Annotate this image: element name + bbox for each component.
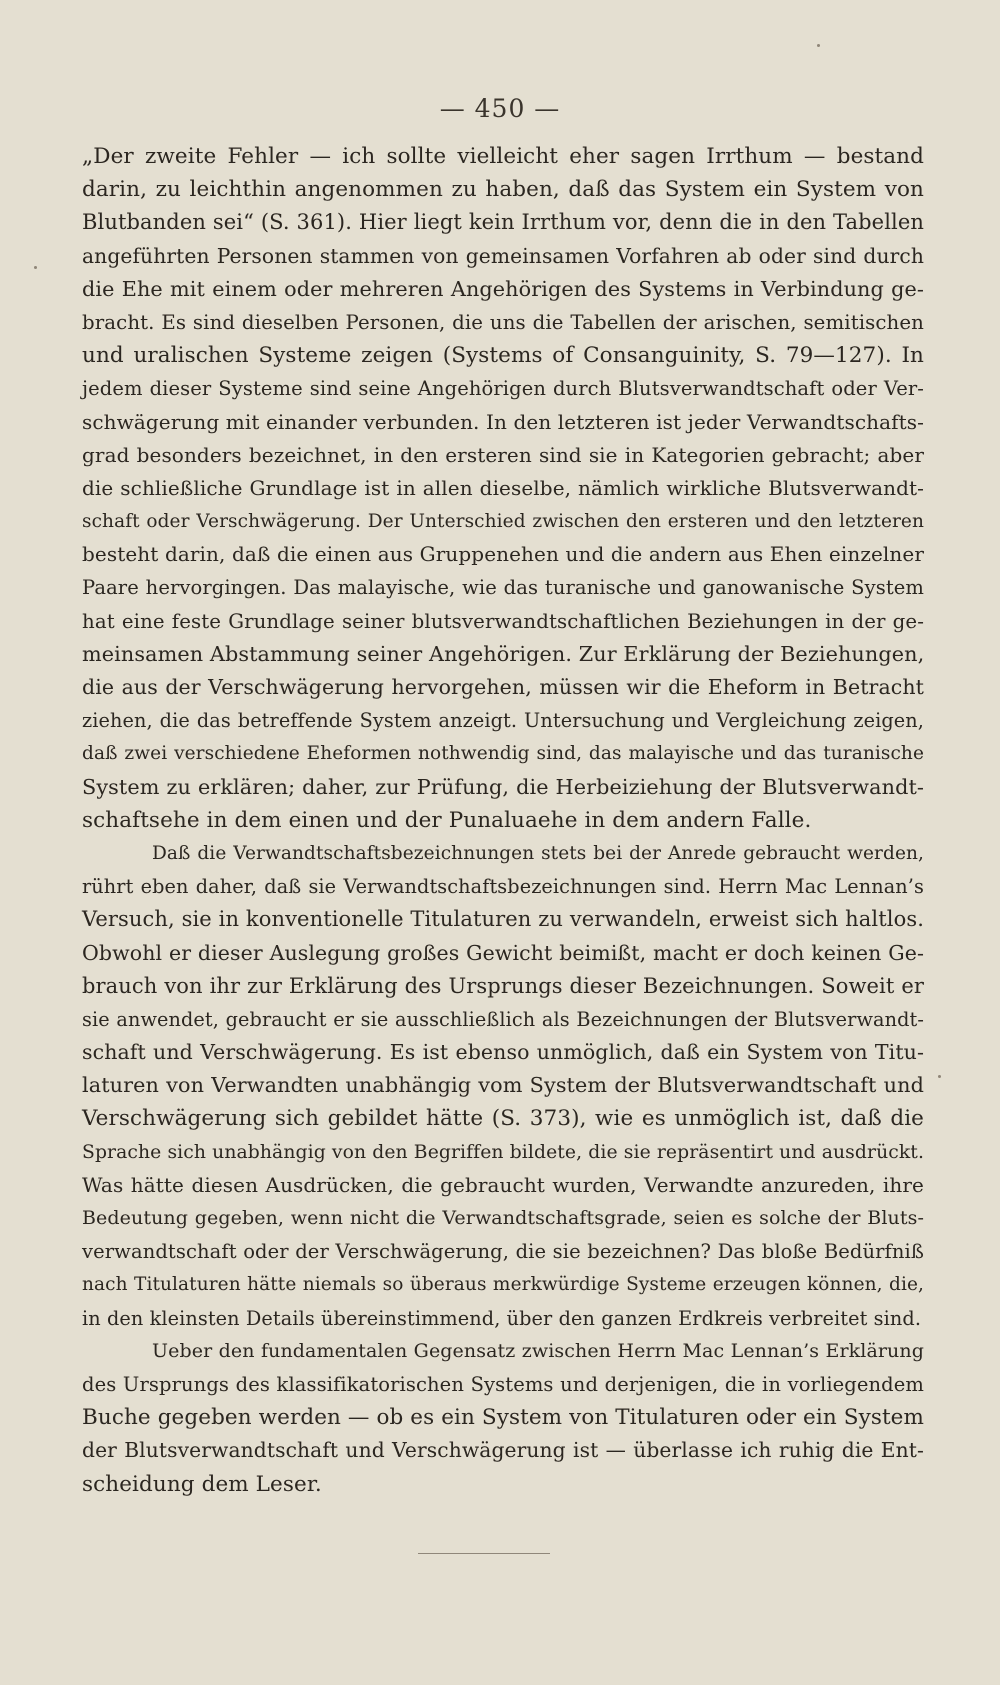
text-line: in den kleinsten Details übereinstimmend, über den ganzen Erdkreis verbreitet sind.	[82, 1306, 922, 1330]
text-line: scheidung dem Leser.	[82, 1471, 322, 1497]
text-line: Daß die Verwandtschaftsbezeichnungen stets bei der Anrede gebraucht werden,	[152, 842, 924, 864]
text-line: des Ursprungs des klassifikatorischen Systems und derjenigen, die in vorliegendem	[82, 1372, 924, 1396]
text-line: laturen von Verwandten unabhängig vom System der Blutsverwandtschaft und	[82, 1073, 924, 1098]
text-line: Versuch, sie in konventionelle Titulaturen zu verwandeln, erweist sich haltlos.	[82, 907, 924, 932]
text-line: nach Titulaturen hätte niemals so überaus merkwürdige Systeme erzeugen können, die,	[82, 1274, 924, 1296]
text-line: verwandtschaft oder der Verschwägerung, die sie bezeichnen? Das bloße Bedürfniß	[82, 1240, 924, 1264]
text-line: die aus der Verschwägerung hervorgehen, müssen wir die Eheform in Betracht	[82, 675, 924, 699]
text-line: „Der zweite Fehler — ich sollte vielleicht eher sagen Irrthum — bestand	[82, 144, 924, 169]
text-line: schwägerung mit einander verbunden. In den letzteren ist jeder Verwandtschafts-	[82, 409, 924, 434]
text-line: Buche gegeben werden — ob es ein System von Titulaturen oder ein System	[82, 1405, 924, 1431]
paper-speck	[938, 1075, 941, 1078]
paragraph	[82, 140, 924, 837]
text-line: System zu erklären; daher, zur Prüfung, die Herbeiziehung der Blutsverwandt-	[82, 774, 924, 799]
text-line: der Blutsverwandtschaft und Verschwägerung ist — überlasse ich ruhig die Ent-	[82, 1438, 924, 1463]
text-line: Obwohl er dieser Auslegung großes Gewicht beimißt, macht er doch keinen Ge-	[82, 940, 924, 965]
text-line: besteht darin, daß die einen aus Gruppenehen und die andern aus Ehen einzelner	[82, 542, 924, 567]
text-line: angeführten Personen stammen von gemeinsamen Vorfahren ab oder sind durch	[82, 243, 924, 268]
text-line: Verschwägerung sich gebildet hätte (S. 373), wie es unmöglich ist, daß die	[82, 1106, 924, 1132]
page-number: — 450 —	[439, 94, 561, 123]
text-line: Blutbanden sei“ (S. 361). Hier liegt kein Irrthum vor, denn die in den Tabellen	[82, 210, 924, 235]
paragraph	[82, 1335, 924, 1501]
text-line: Was hätte diesen Ausdrücken, die gebraucht wurden, Verwandte anzureden, ihre	[82, 1172, 924, 1197]
text-line: grad besonders bezeichnet, in den ersteren sind sie in Kategorien gebracht; aber	[82, 442, 924, 467]
text-line: und uralischen Systeme zeigen (Systems of Consanguinity, S. 79—127). In	[82, 343, 924, 369]
text-line: rührt eben daher, daß sie Verwandtschaftsbezeichnungen sind. Herrn Mac Lennan’s	[82, 875, 924, 899]
text-line: brauch von ihr zur Erklärung des Ursprungs dieser Bezeichnungen. Soweit er	[82, 973, 924, 998]
end-rule	[418, 1553, 550, 1554]
text-line: Paare hervorgingen. Das malayische, wie das turanische und ganowanische System	[82, 576, 924, 600]
text-line: jedem dieser Systeme sind seine Angehörigen durch Blutsverwandtschaft oder Ver-	[82, 377, 924, 401]
text-line: schaftsehe in dem einen und der Punaluaehe in dem andern Falle.	[82, 807, 812, 833]
text-line: die schließliche Grundlage ist in allen dieselbe, nämlich wirkliche Blutsverwandt-	[82, 475, 924, 500]
text-line: daß zwei verschiedene Eheformen nothwendig sind, das malayische und das turanische	[82, 743, 924, 765]
text-line: Ueber den fundamentalen Gegensatz zwischen Herrn Mac Lennan’s Erklärung	[152, 1339, 924, 1362]
text-line: die Ehe mit einem oder mehreren Angehörigen des Systems in Verbindung ge-	[82, 276, 924, 301]
text-line: schaft und Verschwägerung. Es ist ebenso unmöglich, daß ein System von Titu-	[82, 1040, 924, 1065]
text-line: schaft oder Verschwägerung. Der Unterschied zwischen den ersteren und den letzteren	[82, 511, 924, 533]
paper-speck	[817, 44, 820, 47]
text-line: ziehen, die das betreffende System anzeigt. Untersuchung und Vergleichung zeigen,	[82, 709, 924, 733]
text-line: sie anwendet, gebraucht er sie ausschließlich als Bezeichnungen der Blutsverwandt-	[82, 1007, 924, 1031]
body-text	[82, 140, 924, 1501]
paragraph	[82, 837, 924, 1335]
paper-speck	[34, 266, 37, 269]
text-line: Bedeutung gegeben, wenn nicht die Verwandtschaftsgrade, seien es solche der Bluts-	[82, 1207, 924, 1229]
text-line: Sprache sich unabhängig von den Begriffen bildete, die sie repräsentirt und ausdrückt.	[82, 1141, 924, 1163]
text-line: meinsamen Abstammung seiner Angehörigen. Zur Erklärung der Beziehungen,	[82, 641, 925, 666]
text-line: darin, zu leichthin angenommen zu haben, daß das System ein System von	[82, 177, 924, 203]
text-line: bracht. Es sind dieselben Personen, die uns die Tabellen der arischen, semitischen	[82, 310, 924, 334]
text-line: hat eine feste Grundlage seiner blutsverwandtschaftlichen Beziehungen in der ge-	[82, 609, 924, 633]
